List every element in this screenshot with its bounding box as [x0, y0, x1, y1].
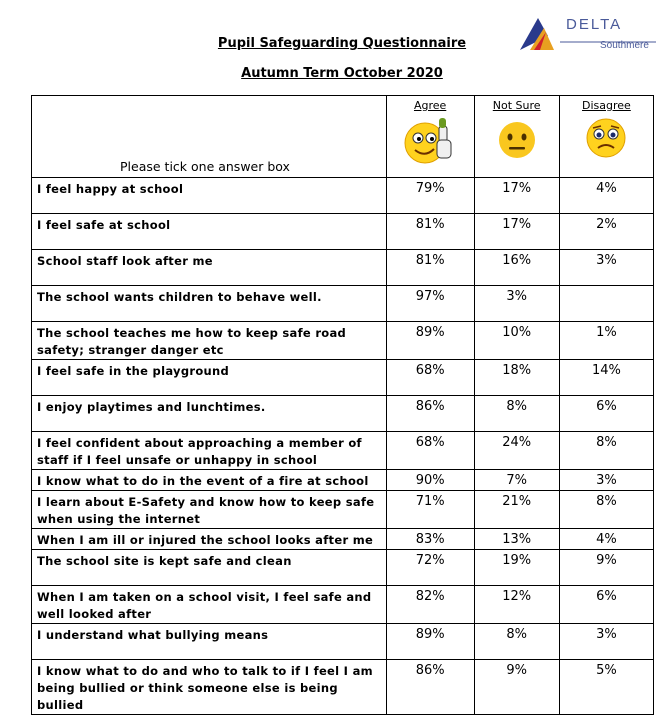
question-text: When I am taken on a school visit, I feel safe and well looked after [32, 586, 387, 624]
not-sure-value: 16% [474, 250, 559, 286]
not-sure-value: 8% [474, 624, 559, 660]
page-title: Pupil Safeguarding Questionnaire [217, 36, 467, 51]
not-sure-value: 9% [474, 660, 559, 715]
agree-value: 68% [386, 432, 474, 470]
table-row [32, 322, 654, 360]
agree-value: 89% [386, 322, 474, 360]
thumbs-up-smiley-icon [401, 116, 459, 166]
table-row [32, 550, 654, 586]
not-sure-value: 21% [474, 491, 559, 529]
disagree-value: 3% [559, 470, 653, 491]
agree-value: 86% [386, 396, 474, 432]
agree-value: 89% [386, 624, 474, 660]
agree-value: 81% [386, 214, 474, 250]
disagree-value: 8% [559, 491, 653, 529]
not-sure-label: Not Sure [492, 99, 541, 112]
question-text: School staff look after me [32, 250, 387, 286]
disagree-value: 6% [559, 586, 653, 624]
logo-name: DELTA [566, 16, 623, 33]
agree-value: 72% [386, 550, 474, 586]
questionnaire-rows [32, 178, 654, 715]
agree-label: Agree [413, 99, 447, 112]
not-sure-value: 19% [474, 550, 559, 586]
disagree-header [559, 96, 653, 178]
agree-value: 83% [386, 529, 474, 550]
table-row [32, 586, 654, 624]
table-row [32, 250, 654, 286]
disagree-value: 1% [559, 322, 653, 360]
header-row [32, 96, 654, 178]
not-sure-value: 13% [474, 529, 559, 550]
not-sure-value: 7% [474, 470, 559, 491]
table-row [32, 470, 654, 491]
table-row [32, 491, 654, 529]
disagree-value: 6% [559, 396, 653, 432]
agree-value: 68% [386, 360, 474, 396]
questionnaire-table [31, 95, 654, 715]
question-text: The school site is kept safe and clean [32, 550, 387, 586]
agree-value: 86% [386, 660, 474, 715]
disagree-value: 3% [559, 624, 653, 660]
agree-value: 82% [386, 586, 474, 624]
table-row [32, 529, 654, 550]
agree-value: 71% [386, 491, 474, 529]
disagree-value: 2% [559, 214, 653, 250]
disagree-value: 4% [559, 178, 653, 214]
table-row [32, 624, 654, 660]
disagree-value: 5% [559, 660, 653, 715]
not-sure-value: 24% [474, 432, 559, 470]
disagree-value: 9% [559, 550, 653, 586]
disagree-value: 8% [559, 432, 653, 470]
instruction-cell [32, 96, 387, 178]
question-text: I know what to do and who to talk to if I feel I am being bullied or think someone else is being bullied [32, 660, 387, 715]
table-row [32, 432, 654, 470]
not-sure-value: 3% [474, 286, 559, 322]
logo-subtitle: Southmere [600, 40, 649, 51]
neutral-face-icon [495, 116, 539, 160]
disagree-value: 4% [559, 529, 653, 550]
not-sure-header [474, 96, 559, 178]
table-row [32, 396, 654, 432]
disagree-label: Disagree [582, 99, 631, 112]
question-text: The school teaches me how to keep safe road safety; stranger danger etc [32, 322, 387, 360]
agree-value: 79% [386, 178, 474, 214]
table-row [32, 360, 654, 396]
not-sure-value: 8% [474, 396, 559, 432]
not-sure-value: 17% [474, 214, 559, 250]
agree-value: 97% [386, 286, 474, 322]
not-sure-value: 10% [474, 322, 559, 360]
disagree-value: 14% [559, 360, 653, 396]
disagree-value: 3% [559, 250, 653, 286]
agree-value: 90% [386, 470, 474, 491]
sad-face-icon [583, 116, 629, 160]
page-subtitle: Autumn Term October 2020 [241, 66, 443, 81]
question-text: I learn about E-Safety and know how to keep safe when using the internet [32, 491, 387, 529]
disagree-value [559, 286, 653, 322]
question-text: I know what to do in the event of a fire at school [32, 470, 387, 491]
question-text: I feel happy at school [32, 178, 387, 214]
table-row [32, 660, 654, 715]
question-text: I feel confident about approaching a member of staff if I feel unsafe or unhappy in school [32, 432, 387, 470]
question-text: I feel safe in the playground [32, 360, 387, 396]
agree-value: 81% [386, 250, 474, 286]
question-text: I understand what bullying means [32, 624, 387, 660]
question-text: The school wants children to behave well. [32, 286, 387, 322]
table-row [32, 214, 654, 250]
question-text: I enjoy playtimes and lunchtimes. [32, 396, 387, 432]
table-row [32, 178, 654, 214]
agree-header [386, 96, 474, 178]
table-row [32, 286, 654, 322]
not-sure-value: 18% [474, 360, 559, 396]
question-text: I feel safe at school [32, 214, 387, 250]
not-sure-value: 17% [474, 178, 559, 214]
not-sure-value: 12% [474, 586, 559, 624]
question-text: When I am ill or injured the school looks after me [32, 529, 387, 550]
instruction-text: Please tick one answer box [120, 159, 290, 174]
